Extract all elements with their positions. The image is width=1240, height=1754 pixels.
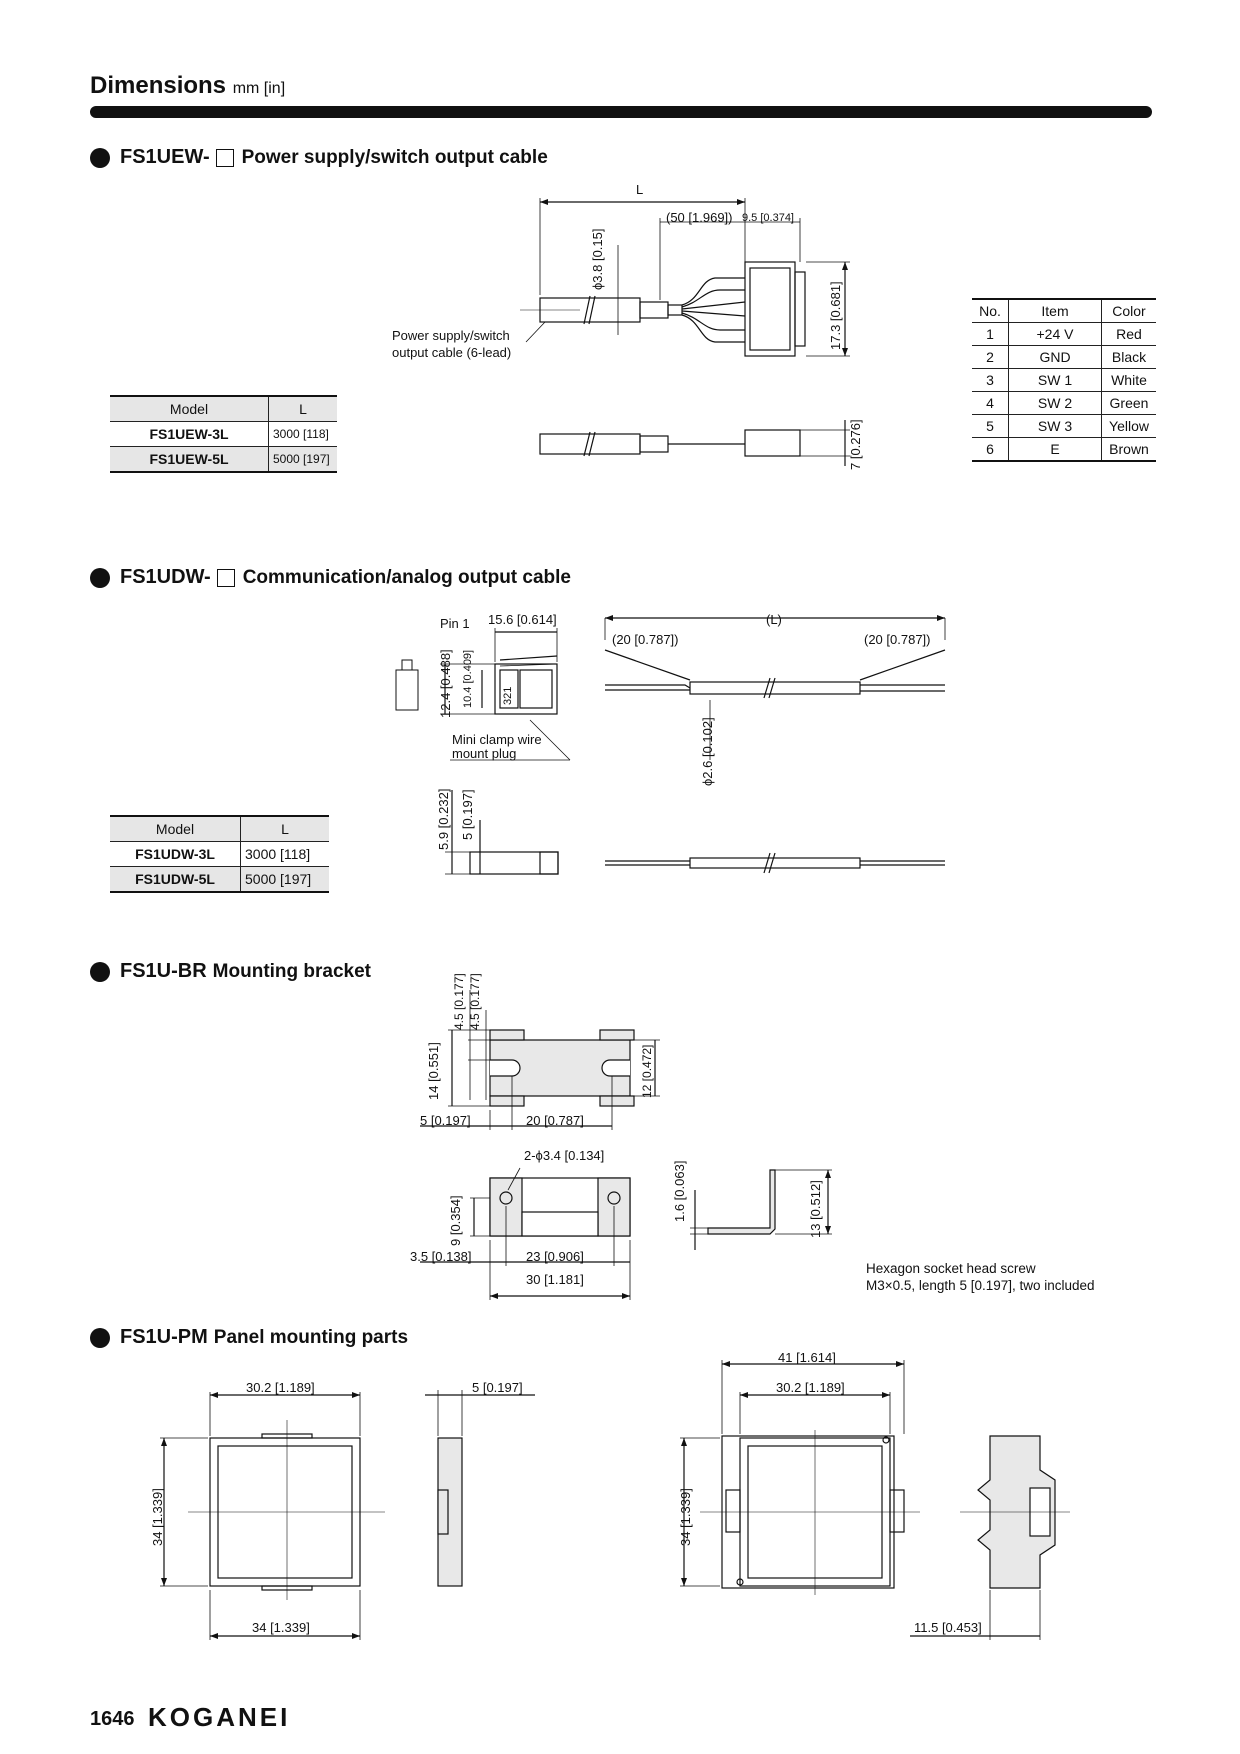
page-number: 1646 (90, 1708, 135, 1730)
dim-label: 14 [0.551] (426, 1042, 441, 1100)
plug-label: Mini clamp wire (452, 732, 542, 747)
dim-label: 34 [1.339] (678, 1488, 693, 1546)
table-cell: GND (1009, 346, 1102, 369)
table-row (110, 867, 329, 893)
brand-logo: KOGANEI (148, 1702, 291, 1732)
table-cell: 5 (972, 415, 1009, 438)
dim-label: 1.6 [0.063] (672, 1160, 687, 1222)
section-title-fs1ubr (90, 960, 371, 983)
section-desc: Power supply/switch output cable (241, 146, 548, 168)
table-cell: FS1UDW-3L (110, 842, 241, 867)
wire-color-table (972, 298, 1156, 462)
dim-label: 2-ϕ3.4 [0.134] (524, 1148, 605, 1163)
table-header: L (241, 816, 330, 842)
section-desc: Mounting bracket (212, 960, 372, 982)
section-title-fs1udw (90, 566, 571, 589)
dim-label: (50 [1.969]) (666, 210, 733, 225)
dim-label: 12.4 [0.488] (438, 649, 453, 718)
dim-label: 9 [0.354] (448, 1195, 463, 1246)
table-row (110, 422, 337, 447)
table-header: Color (1102, 299, 1157, 323)
dim-label: 30 [1.181] (526, 1272, 584, 1287)
table-row (110, 447, 337, 473)
screw-note (866, 1260, 1095, 1294)
table-header: Item (1009, 299, 1102, 323)
dim-label: 30.2 [1.189] (776, 1380, 845, 1395)
dim-label: 5.9 [0.232] (436, 788, 451, 850)
table-cell: FS1UDW-5L (110, 867, 241, 893)
table-row (972, 438, 1156, 462)
section-model: FS1UDW- (120, 566, 211, 588)
table-cell: White (1102, 369, 1157, 392)
table-cell: E (1009, 438, 1102, 462)
table-header: L (269, 396, 338, 422)
dim-label: 7 [0.276] (848, 419, 863, 470)
section-desc: Communication/analog output cable (242, 566, 571, 588)
note-line: Hexagon socket head screw (866, 1261, 1036, 1276)
header-unit: mm [in] (232, 80, 286, 97)
dim-label: 5 [0.197] (460, 789, 475, 840)
model-table-udw (110, 815, 329, 893)
table-cell: Red (1102, 323, 1157, 346)
dim-label: 321 (502, 686, 514, 705)
bullet-icon (90, 1328, 110, 1348)
dim-label: 15.6 [0.614] (488, 612, 557, 627)
table-header: Model (110, 396, 269, 422)
table-cell: Black (1102, 346, 1157, 369)
dim-label: 5 [0.197] (420, 1113, 471, 1128)
section-model: FS1U-BR (120, 960, 207, 982)
table-cell: FS1UEW-5L (110, 447, 269, 473)
dim-label: (L) (766, 612, 782, 627)
dim-label: 4.5 [0.177] (452, 973, 466, 1030)
note-line: M3×0.5, length 5 [0.197], two included (866, 1278, 1095, 1293)
dim-label: 20 [0.787] (526, 1113, 584, 1128)
model-table-uew (110, 395, 337, 473)
dim-label: 3.5 [0.138] (410, 1249, 472, 1264)
placeholder-box-icon (217, 569, 235, 587)
dim-label: 4.5 [0.177] (468, 973, 482, 1030)
table-row (972, 369, 1156, 392)
table-row (972, 323, 1156, 346)
table-cell: 1 (972, 323, 1009, 346)
table-cell: 3000 [118] (241, 842, 330, 867)
dim-label: 9.5 [0.374] (742, 212, 794, 224)
section-model: FS1U-PM (120, 1326, 208, 1348)
section-model: FS1UEW- (120, 146, 210, 168)
bullet-icon (90, 962, 110, 982)
dim-label: 23 [0.906] (526, 1249, 584, 1264)
table-header: Model (110, 816, 241, 842)
table-row (972, 392, 1156, 415)
dim-label: ϕ3.8 [0.15] (590, 228, 605, 290)
table-cell: 3 (972, 369, 1009, 392)
table-cell: 3000 [118] (269, 422, 338, 447)
table-cell: +24 V (1009, 323, 1102, 346)
dim-label: 41 [1.614] (778, 1350, 836, 1365)
dim-label: Pin 1 (440, 616, 470, 631)
table-row (972, 346, 1156, 369)
dim-label: 13 [0.512] (808, 1180, 823, 1238)
dim-label: 17.3 [0.681] (828, 281, 843, 350)
table-header: No. (972, 299, 1009, 323)
table-cell: SW 3 (1009, 415, 1102, 438)
table-cell: Green (1102, 392, 1157, 415)
section-title-fs1upm (90, 1326, 408, 1349)
dim-label: ϕ2.6 [0.102] (700, 717, 715, 786)
header-title: Dimensions (90, 72, 227, 99)
table-cell: 5000 [197] (241, 867, 330, 893)
table-cell: SW 1 (1009, 369, 1102, 392)
dim-label: 30.2 [1.189] (246, 1380, 315, 1395)
table-cell: 6 (972, 438, 1009, 462)
table-row (972, 415, 1156, 438)
dim-label: (20 [0.787]) (864, 632, 931, 647)
table-cell: Yellow (1102, 415, 1157, 438)
cable-label: output cable (6-lead) (392, 345, 512, 360)
dim-label: 10.4 [0.409] (462, 649, 474, 708)
cable-label: Power supply/switch (392, 328, 510, 343)
dim-label: 11.5 [0.453] (914, 1620, 982, 1635)
bullet-icon (90, 568, 110, 588)
plug-label: mount plug (452, 746, 517, 761)
table-row (110, 842, 329, 867)
table-cell: 2 (972, 346, 1009, 369)
dim-label: (20 [0.787]) (612, 632, 679, 647)
table-cell: FS1UEW-3L (110, 422, 269, 447)
dim-label: 34 [1.339] (252, 1620, 310, 1635)
dim-label: 34 [1.339] (150, 1488, 165, 1546)
dim-label: 12 [0.472] (640, 1044, 654, 1098)
section-desc: Panel mounting parts (213, 1326, 409, 1348)
table-cell: Brown (1102, 438, 1157, 462)
table-cell: SW 2 (1009, 392, 1102, 415)
table-cell: 4 (972, 392, 1009, 415)
dim-label: L (636, 182, 644, 197)
dim-label: 5 [0.197] (472, 1380, 523, 1395)
table-cell: 5000 [197] (269, 447, 338, 473)
